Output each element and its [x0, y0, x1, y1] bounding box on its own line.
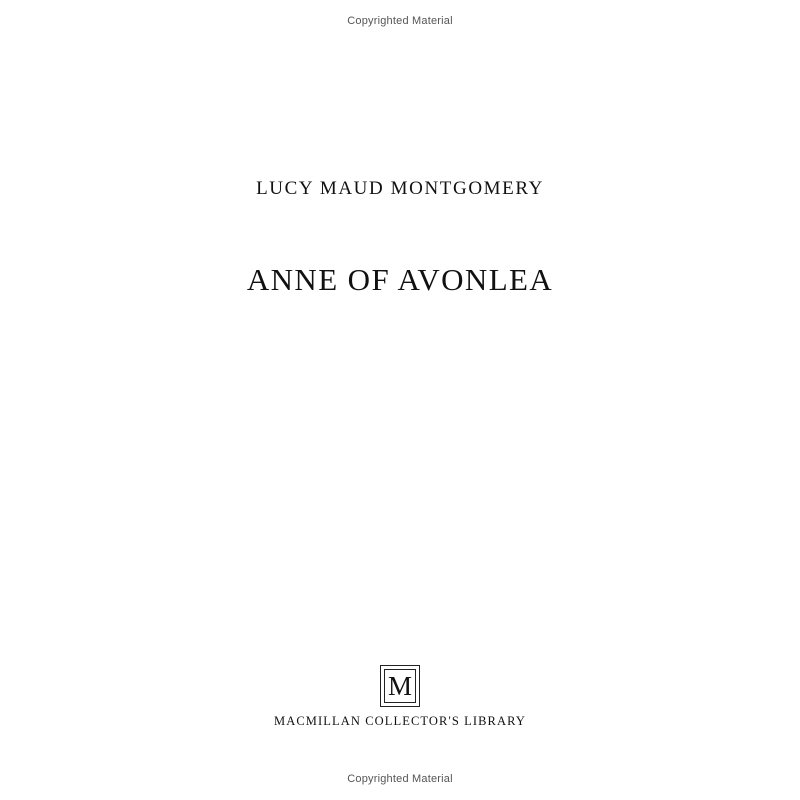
- publisher-logo-letter: M: [387, 671, 412, 701]
- copyright-notice-bottom: Copyrighted Material: [347, 773, 453, 785]
- copyright-notice-top: Copyrighted Material: [347, 15, 453, 27]
- publisher-name: MACMILLAN COLLECTOR'S LIBRARY: [274, 714, 526, 728]
- publisher-logo-frame: [384, 669, 416, 703]
- book-title: ANNE OF AVONLEA: [246, 262, 554, 297]
- author-name: LUCY MAUD MONTGOMERY: [256, 178, 544, 199]
- publisher-logo: [380, 665, 420, 707]
